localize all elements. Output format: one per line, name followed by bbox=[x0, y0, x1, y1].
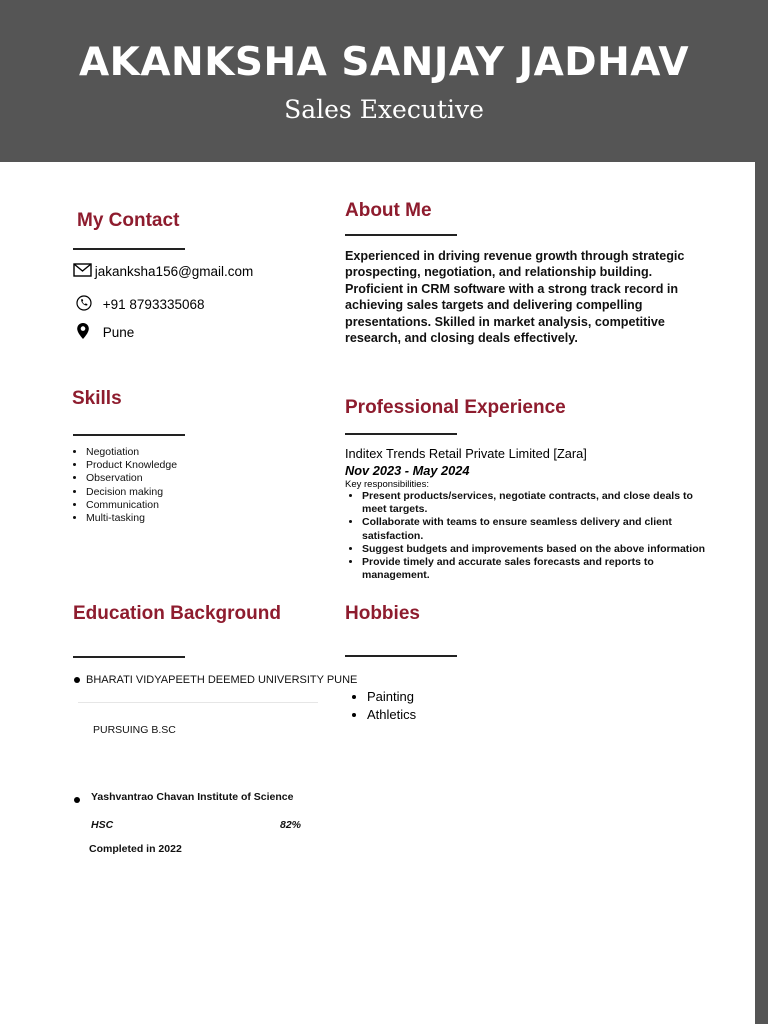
contact-phone-row bbox=[76, 295, 205, 314]
mail-icon bbox=[73, 263, 91, 280]
hobbies-divider bbox=[345, 655, 457, 657]
location-pin-icon bbox=[76, 322, 99, 343]
contact-phone: +91 8793335068 bbox=[102, 297, 205, 312]
skill-item: • Observation bbox=[86, 472, 177, 485]
education-heading: Education Background bbox=[73, 603, 281, 624]
skill-item: • Multi-tasking bbox=[86, 512, 177, 525]
responsibility-item: • Present products/services, negotiate contracts, and close deals to meet targets. bbox=[362, 490, 709, 516]
about-heading: About Me bbox=[345, 200, 432, 221]
experience-responsibilities bbox=[349, 490, 709, 582]
experience-divider bbox=[345, 433, 457, 435]
hobbies-list bbox=[353, 688, 416, 723]
education-course-1: PURSUING B.SC bbox=[93, 724, 176, 736]
about-text: Experienced in driving revenue growth through strategic prospecting, negotiation, and relationship building. Proficient in CRM software with a strong track record in achieving sales targets and delivering compelling presentations. Skilled in market analysis, competitive research, and closing deals effectively. bbox=[345, 249, 685, 346]
hobby-item: • Painting bbox=[367, 688, 416, 706]
resume-header bbox=[0, 0, 768, 162]
candidate-role: Sales Executive bbox=[284, 95, 484, 124]
education-bullet bbox=[74, 677, 80, 683]
skills-heading: Skills bbox=[72, 388, 122, 409]
experience-company: Inditex Trends Retail Private Limited [Zara] bbox=[345, 446, 587, 461]
skills-list bbox=[73, 446, 177, 525]
faded-line bbox=[78, 702, 318, 703]
contact-heading: My Contact bbox=[77, 210, 180, 231]
education-bullet bbox=[74, 797, 80, 803]
experience-heading: Professional Experience bbox=[345, 397, 566, 418]
education-score-2: 82% bbox=[280, 819, 302, 831]
responsibility-item: • Collaborate with teams to ensure seamless delivery and client satisfaction. bbox=[362, 516, 709, 542]
contact-divider bbox=[73, 248, 185, 250]
about-divider bbox=[345, 234, 457, 236]
skill-item: • Communication bbox=[86, 499, 177, 512]
education-course-2: HSC bbox=[91, 819, 114, 831]
education-institution-1: BHARATI VIDYAPEETH DEEMED UNIVERSITY PUNE bbox=[86, 674, 358, 686]
skills-divider bbox=[73, 434, 185, 436]
responsibility-item: • Provide timely and accurate sales forecasts and reports to management. bbox=[362, 556, 709, 582]
contact-location: Pune bbox=[102, 325, 135, 340]
contact-email[interactable]: jakanksha156@gmail.com bbox=[94, 264, 254, 279]
education-status-2: Completed in 2022 bbox=[89, 843, 182, 855]
education-divider bbox=[73, 656, 185, 658]
hobbies-heading: Hobbies bbox=[345, 603, 420, 624]
contact-location-row bbox=[76, 322, 134, 343]
skill-item: • Negotiation bbox=[86, 446, 177, 459]
candidate-name: AKANKSHA SANJAY JADHAV bbox=[78, 40, 690, 85]
experience-dates: Nov 2023 - May 2024 bbox=[345, 463, 470, 478]
education-institution-2: Yashvantrao Chavan Institute of Science bbox=[91, 791, 294, 803]
hobby-item: • Athletics bbox=[367, 706, 416, 724]
phone-icon bbox=[76, 295, 99, 314]
contact-email-row bbox=[73, 263, 253, 280]
experience-key-label: Key responsibilities: bbox=[345, 479, 429, 490]
skill-item: • Product Knowledge bbox=[86, 459, 177, 472]
page-edge-bar bbox=[755, 162, 768, 1024]
responsibility-item: • Suggest budgets and improvements based on the above information bbox=[362, 543, 709, 556]
skill-item: • Decision making bbox=[86, 486, 177, 499]
